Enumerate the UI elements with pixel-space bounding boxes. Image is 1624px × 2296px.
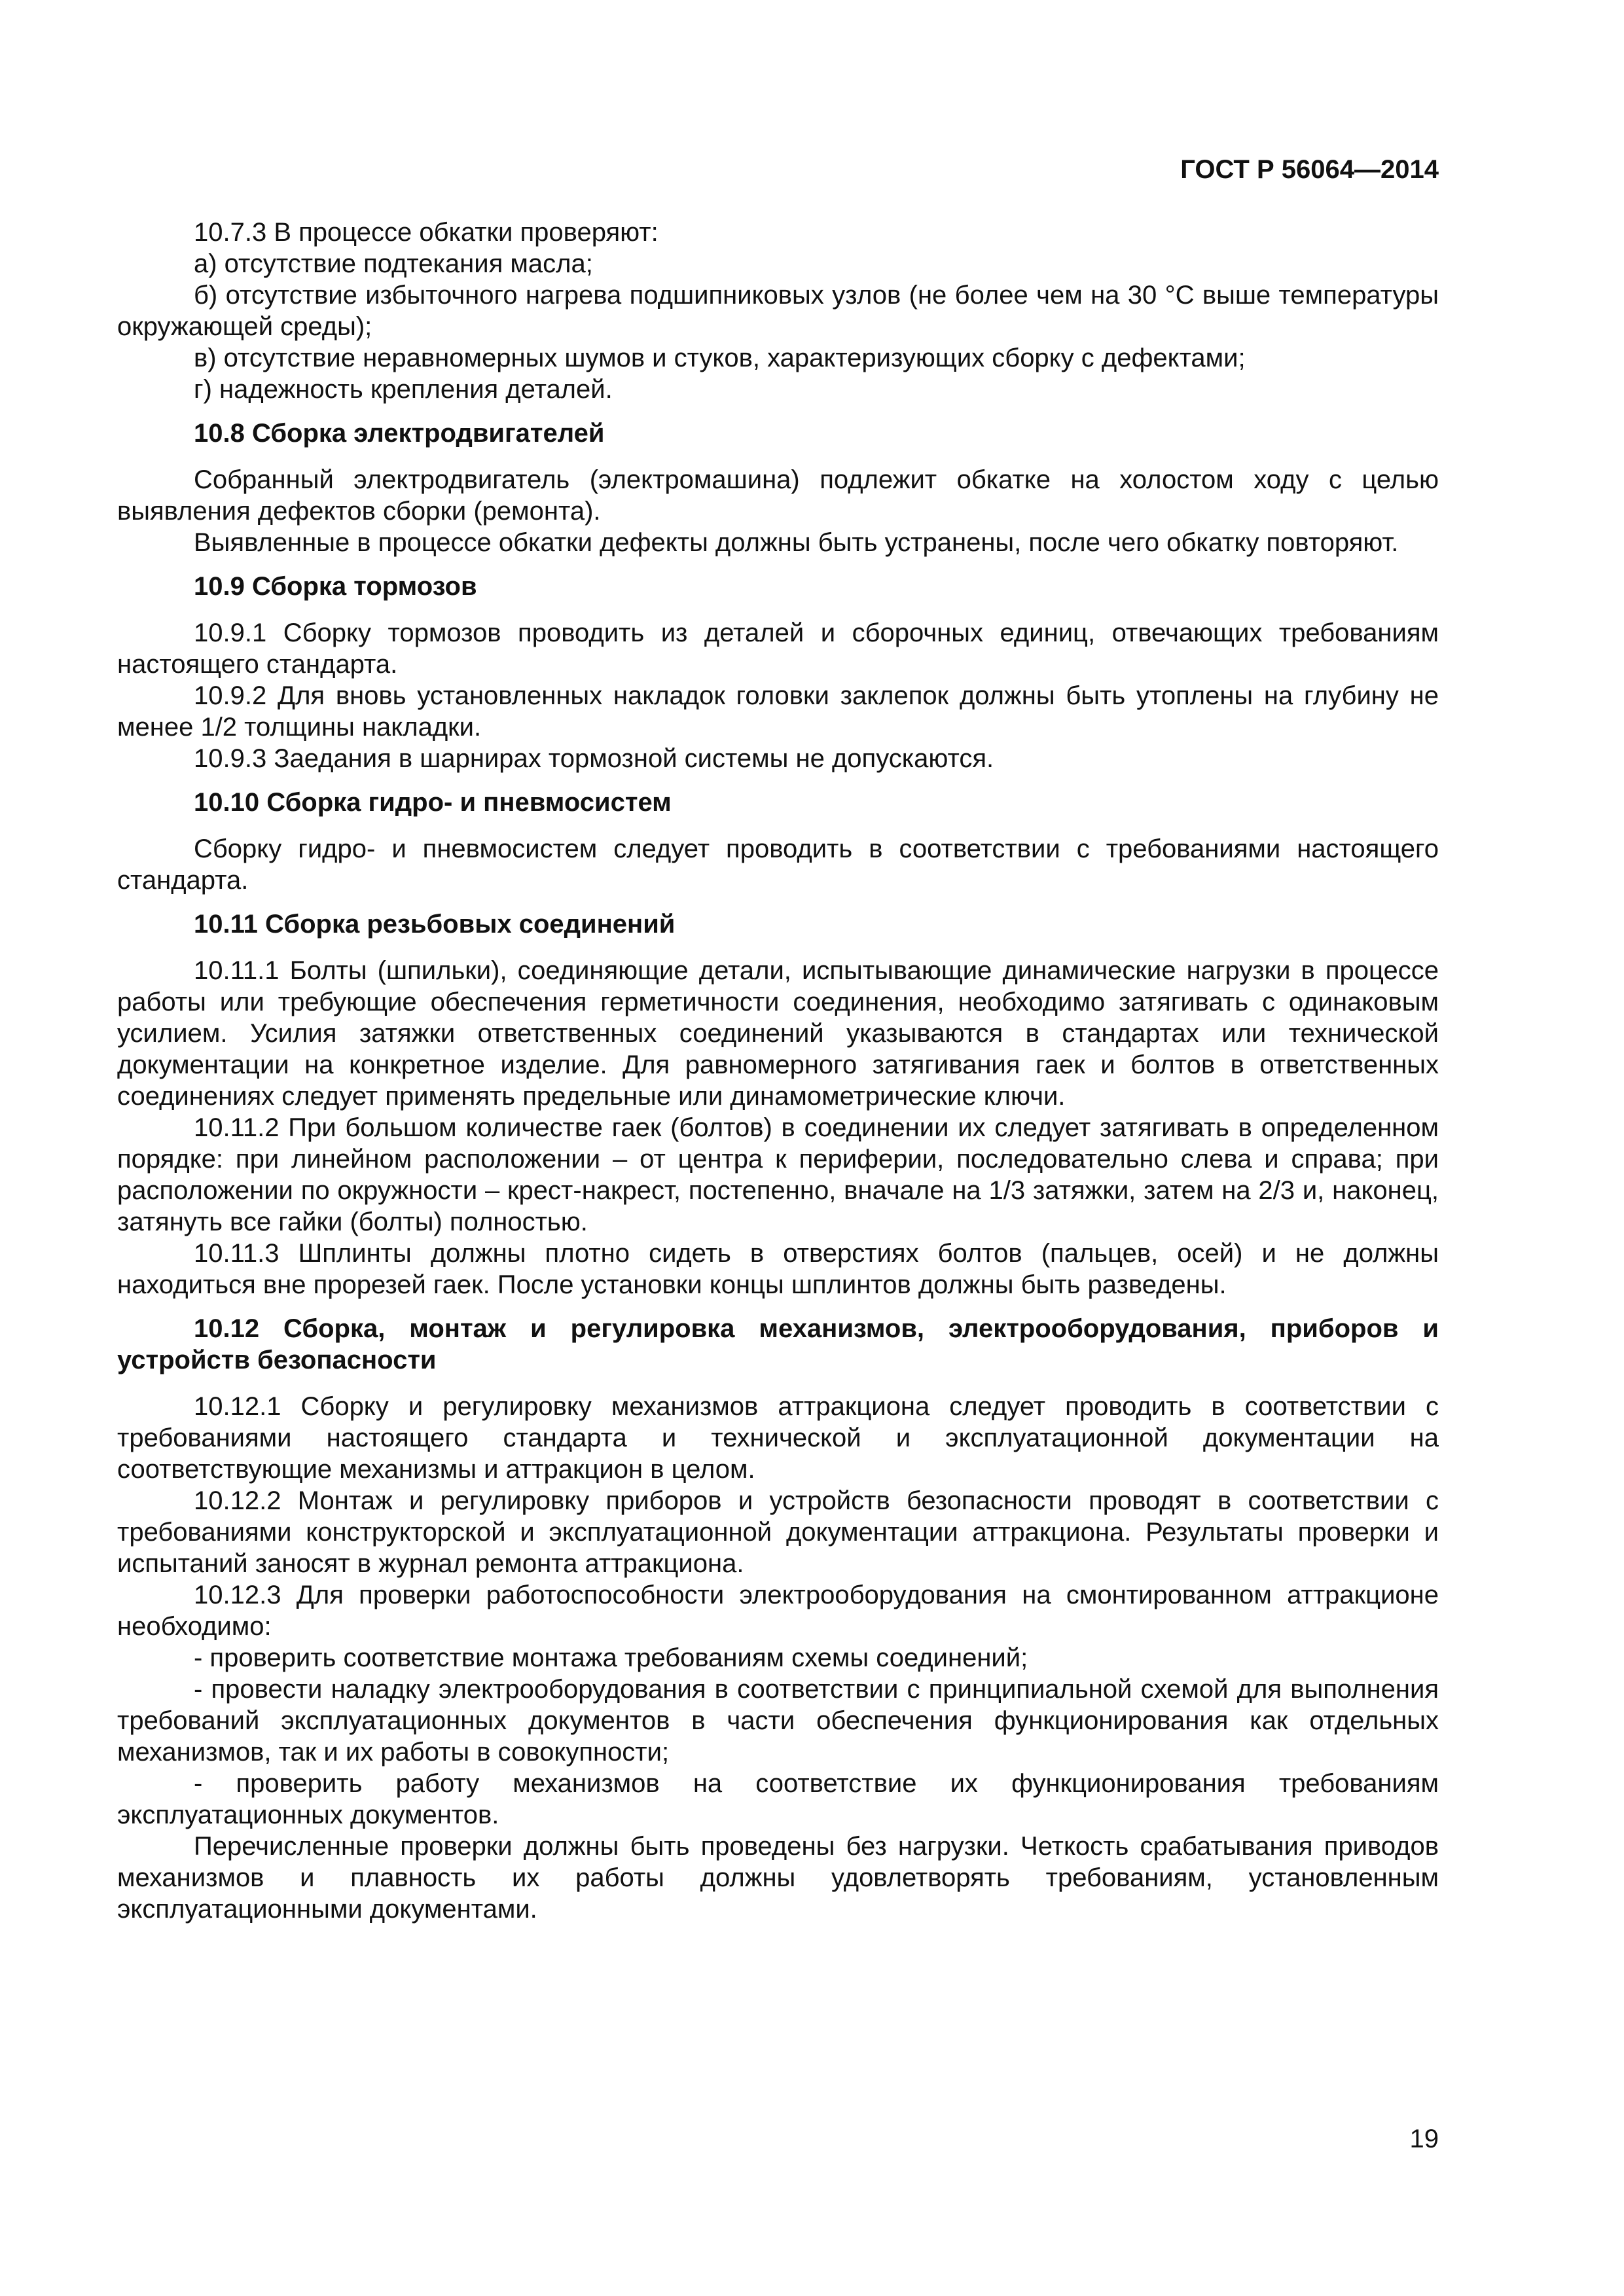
list-item-a: а) отсутствие подтекания масла; — [194, 249, 593, 278]
paragraph-10-11-1: 10.11.1 Болты (шпильки), соединяющие детали, испытывающие динамические нагрузки в процессе работы или требующие обеспечения герметичности соединения, необходимо затягивать с одинаковым усилием. Усилия затяжки ответственных соединений указываются в стандартах или технической документации на конкретное изделие. Для равномерного затягивания гаек и болтов в ответственных соединениях следует применять предельные или динамометрические ключи. — [117, 956, 1439, 1111]
bullet-item-2: - провести наладку электрооборудования в соответствии с принципиальной схемой для выполнения требований эксплуатационных документов в части обеспечения функционирования как отдельных механизмов, так и их работы в совокупности; — [117, 1675, 1439, 1767]
paragraph-10-11-2: 10.11.2 При большом количестве гаек (болтов) в соединении их следует затягивать в определенном порядке: при линейном расположении – от центра к периферии, последовательно слева и справа; при расположении по окружности – крест-накрест, постепенно, вначале на 1/3 затяжки, затем на 2/3 и, наконец, затянуть все гайки (болты) полностью. — [117, 1113, 1439, 1236]
section-heading-10-10: 10.10 Сборка гидро- и пневмосистем — [194, 788, 672, 817]
paragraph-10-11-3: 10.11.3 Шплинты должны плотно сидеть в отверстиях болтов (пальцев, осей) и не должны находиться вне прорезей гаек. После установки концы шплинтов должны быть разведены. — [117, 1239, 1439, 1299]
document-body — [117, 217, 1439, 1925]
document-header: ГОСТ Р 56064—2014 — [1180, 155, 1439, 184]
page-number: 19 — [1409, 2125, 1439, 2153]
paragraph-10-9-1: 10.9.1 Сборку тормозов проводить из деталей и сборочных единиц, отвечающих требованиям настоящего стандарта. — [117, 619, 1439, 679]
paragraph-10-8-1: Собранный электродвигатель (электромашина) подлежит обкатке на холостом ходу с целью выявления дефектов сборки (ремонта). — [117, 465, 1439, 526]
bullet-item-3: - проверить работу механизмов на соответствие их функционирования требованиям эксплуатационных документов. — [117, 1769, 1439, 1829]
section-heading-10-11: 10.11 Сборка резьбовых соединений — [194, 910, 676, 939]
paragraph-10-7-3-intro: 10.7.3 В процессе обкатки проверяют: — [194, 218, 659, 247]
section-heading-10-8: 10.8 Сборка электродвигателей — [194, 419, 605, 448]
paragraph-10-12-1: 10.12.1 Сборку и регулировку механизмов аттракциона следует проводить в соответствии с требованиями настоящего стандарта и технической и эксплуатационной документации на соответствующие механизмы и аттракцион в целом. — [117, 1392, 1439, 1484]
section-heading-10-12: 10.12 Сборка, монтаж и регулировка механизмов, электрооборудования, приборов и устройств безопасности — [117, 1314, 1439, 1374]
list-item-v: в) отсутствие неравномерных шумов и стуков, характеризующих сборку с дефектами; — [194, 344, 1246, 372]
paragraph-10-9-3: 10.9.3 Заедания в шарнирах тормозной системы не допускаются. — [194, 744, 994, 773]
paragraph-10-8-2: Выявленные в процессе обкатки дефекты должны быть устранены, после чего обкатку повторяют. — [194, 528, 1399, 557]
paragraph-10-9-2: 10.9.2 Для вновь установленных накладок головки заклепок должны быть утоплены на глубину не менее 1/2 толщины накладки. — [117, 681, 1439, 742]
paragraph-10-10-1: Сборку гидро- и пневмосистем следует проводить в соответствии с требованиями настоящего стандарта. — [117, 834, 1439, 895]
paragraph-10-12-4: Перечисленные проверки должны быть проведены без нагрузки. Четкость срабатывания приводов механизмов и плавность их работы должны удовлетворять требованиям, установленным эксплуатационными документами. — [117, 1832, 1439, 1924]
paragraph-10-12-3: 10.12.3 Для проверки работоспособности электрооборудования на смонтированном аттракционе необходимо: — [117, 1581, 1439, 1641]
paragraph-10-12-2: 10.12.2 Монтаж и регулировку приборов и устройств безопасности проводят в соответствии с требованиями конструкторской и эксплуатационной документации аттракциона. Результаты проверки и испытаний заносят в журнал ремонта аттракциона. — [117, 1486, 1439, 1578]
bullet-item-1: - проверить соответствие монтажа требованиям схемы соединений; — [194, 1643, 1028, 1672]
section-heading-10-9: 10.9 Сборка тормозов — [194, 572, 477, 601]
list-item-b: б) отсутствие избыточного нагрева подшипниковых узлов (не более чем на 30 °С выше температуры окружающей среды); — [117, 281, 1439, 341]
list-item-g: г) надежность крепления деталей. — [194, 375, 613, 404]
